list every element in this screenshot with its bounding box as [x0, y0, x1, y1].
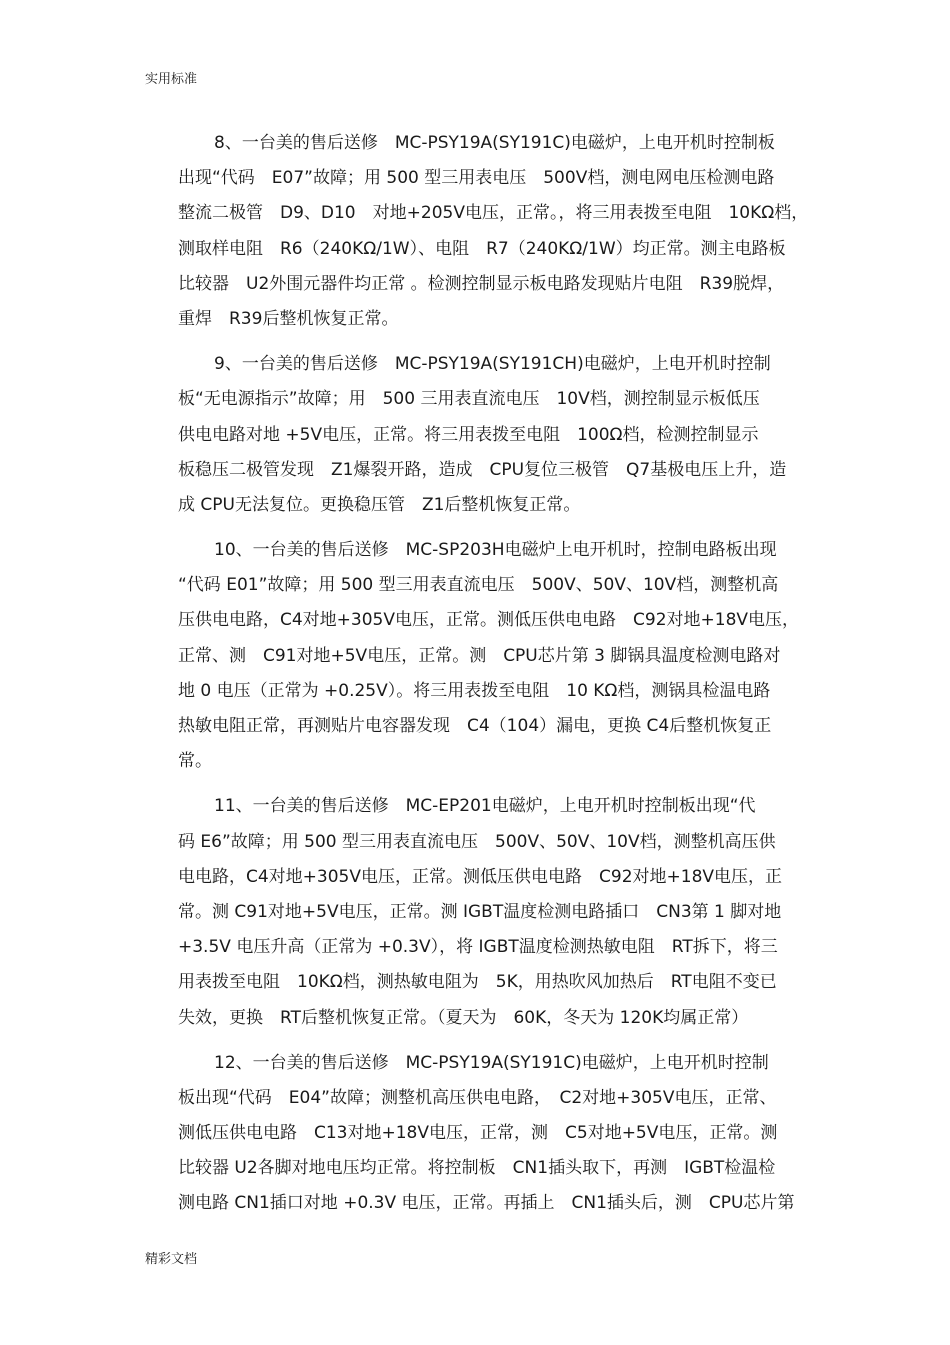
text-line: “代码 E01”故障；用 500 型三用表直流电压 500V、50V、10V档，测整机高 [178, 575, 779, 596]
text-line: 9、一台美的售后送修 MC-PSY19A(SY191CH)电磁炉，上电开机时控制 [214, 354, 771, 375]
text-line: 失效，更换 RT后整机恢复正常。（夏天为 60K，冬天为 120K均属正常） [178, 1007, 749, 1028]
text-line: 常。 [178, 751, 212, 772]
text-line: 地 0 电压（正常为 +0.25V）。将三用表拨至电阻 10 KΩ档，测锅具检温电路 [178, 680, 771, 701]
paragraph-8 [178, 126, 808, 337]
text-line: +3.5V 电压升高（正常为 +0.3V），将 IGBT温度检测热敏电阻 RT拆下，将三 [178, 937, 778, 958]
text-line: 重焊 R39后整机恢复正常。 [178, 308, 399, 329]
text-line: 比较器 U2各脚对地电压均正常。将控制板 CN1插头取下，再测 IGBT检温检 [178, 1158, 776, 1179]
paragraph-11 [178, 789, 808, 1035]
text-line: 8、一台美的售后送修 MC-PSY19A(SY191C)电磁炉，上电开机时控制板 [214, 133, 775, 153]
text-line: 11、一台美的售后送修 MC-EP201电磁炉，上电开机时控制板出现“代 [214, 796, 756, 817]
text-line: 正常、测 C91对地+5V电压，正常。测 CPU芯片第 3 脚锅具温度检测电路对 [178, 645, 781, 666]
paragraph-10 [178, 533, 808, 779]
paragraph-9 [178, 347, 808, 523]
text-line: 成 CPU无法复位。更换稳压管 Z1后整机恢复正常。 [178, 494, 581, 515]
text-line: 整流二极管 D9、D10 对地+205V电压，正常。，将三用表拨至电阻 10KΩ档， [178, 203, 809, 224]
text-line: 电电路，C4对地+305V电压，正常。测低压供电电路 C92对地+18V电压，正 [178, 866, 783, 887]
text-line: 常。测 C91对地+5V电压，正常。测 IGBT温度检测电路插口 CN3第 1 脚对地 [178, 901, 782, 922]
paragraph-12 [178, 1046, 808, 1222]
text-line: 板出现“代码 E04”故障；测整机高压供电电路， C2对地+305V电压，正常、 [178, 1087, 777, 1108]
text-line: 测电路 CN1插口对地 +0.3V 电压，正常。再插上 CN1插头后，测 CPU芯片第 [178, 1193, 795, 1214]
text-line: 压供电电路，C4对地+305V电压，正常。测低压供电电路 C92对地+18V电压， [178, 610, 800, 631]
text-line: 测低压供电电路 C13对地+18V电压，正常，测 C5对地+5V电压，正常。测 [178, 1123, 778, 1144]
text-line: 板“无电源指示”故障；用 500 三用表直流电压 10V档，测控制显示板低压 [178, 389, 760, 410]
text-line: 码 E6”故障；用 500 型三用表直流电压 500V、50V、10V档，测整机高压供 [178, 831, 776, 852]
text-line: 板稳压二极管发现 Z1爆裂开路，造成 CPU复位三极管 Q7基极电压上升，造 [178, 459, 787, 480]
text-line: 测取样电阻 R6（240KΩ/1W）、电阻 R7（240KΩ/1W）均正常。测主电路板 [178, 238, 786, 259]
text-line: 用表拨至电阻 10KΩ档，测热敏电阻为 5K，用热吹风加热后 RT电阻不变已 [178, 972, 777, 993]
document-body [178, 126, 808, 1232]
text-line: 10、一台美的售后送修 MC-SP203H电磁炉上电开机时，控制电路板出现 [214, 540, 777, 561]
page-footer-label: 精彩文档 [145, 1252, 198, 1267]
page-header-label: 实用标准 [145, 72, 198, 87]
text-line: 比较器 U2外围元器件均正常 。检测控制显示板电路发现贴片电阻 R39脱焊， [178, 273, 785, 294]
text-line: 热敏电阻正常，再测贴片电容器发现 C4（104）漏电，更换 C4后整机恢复正 [178, 716, 772, 736]
text-line: 出现“代码 E07”故障；用 500 型三用表电压 500V档，测电网电压检测电路 [178, 168, 775, 189]
text-line: 供电电路对地 +5V电压，正常。将三用表拨至电阻 100Ω档，检测控制显示 [178, 424, 759, 445]
text-line: 12、一台美的售后送修 MC-PSY19A(SY191C)电磁炉，上电开机时控制 [214, 1052, 769, 1073]
